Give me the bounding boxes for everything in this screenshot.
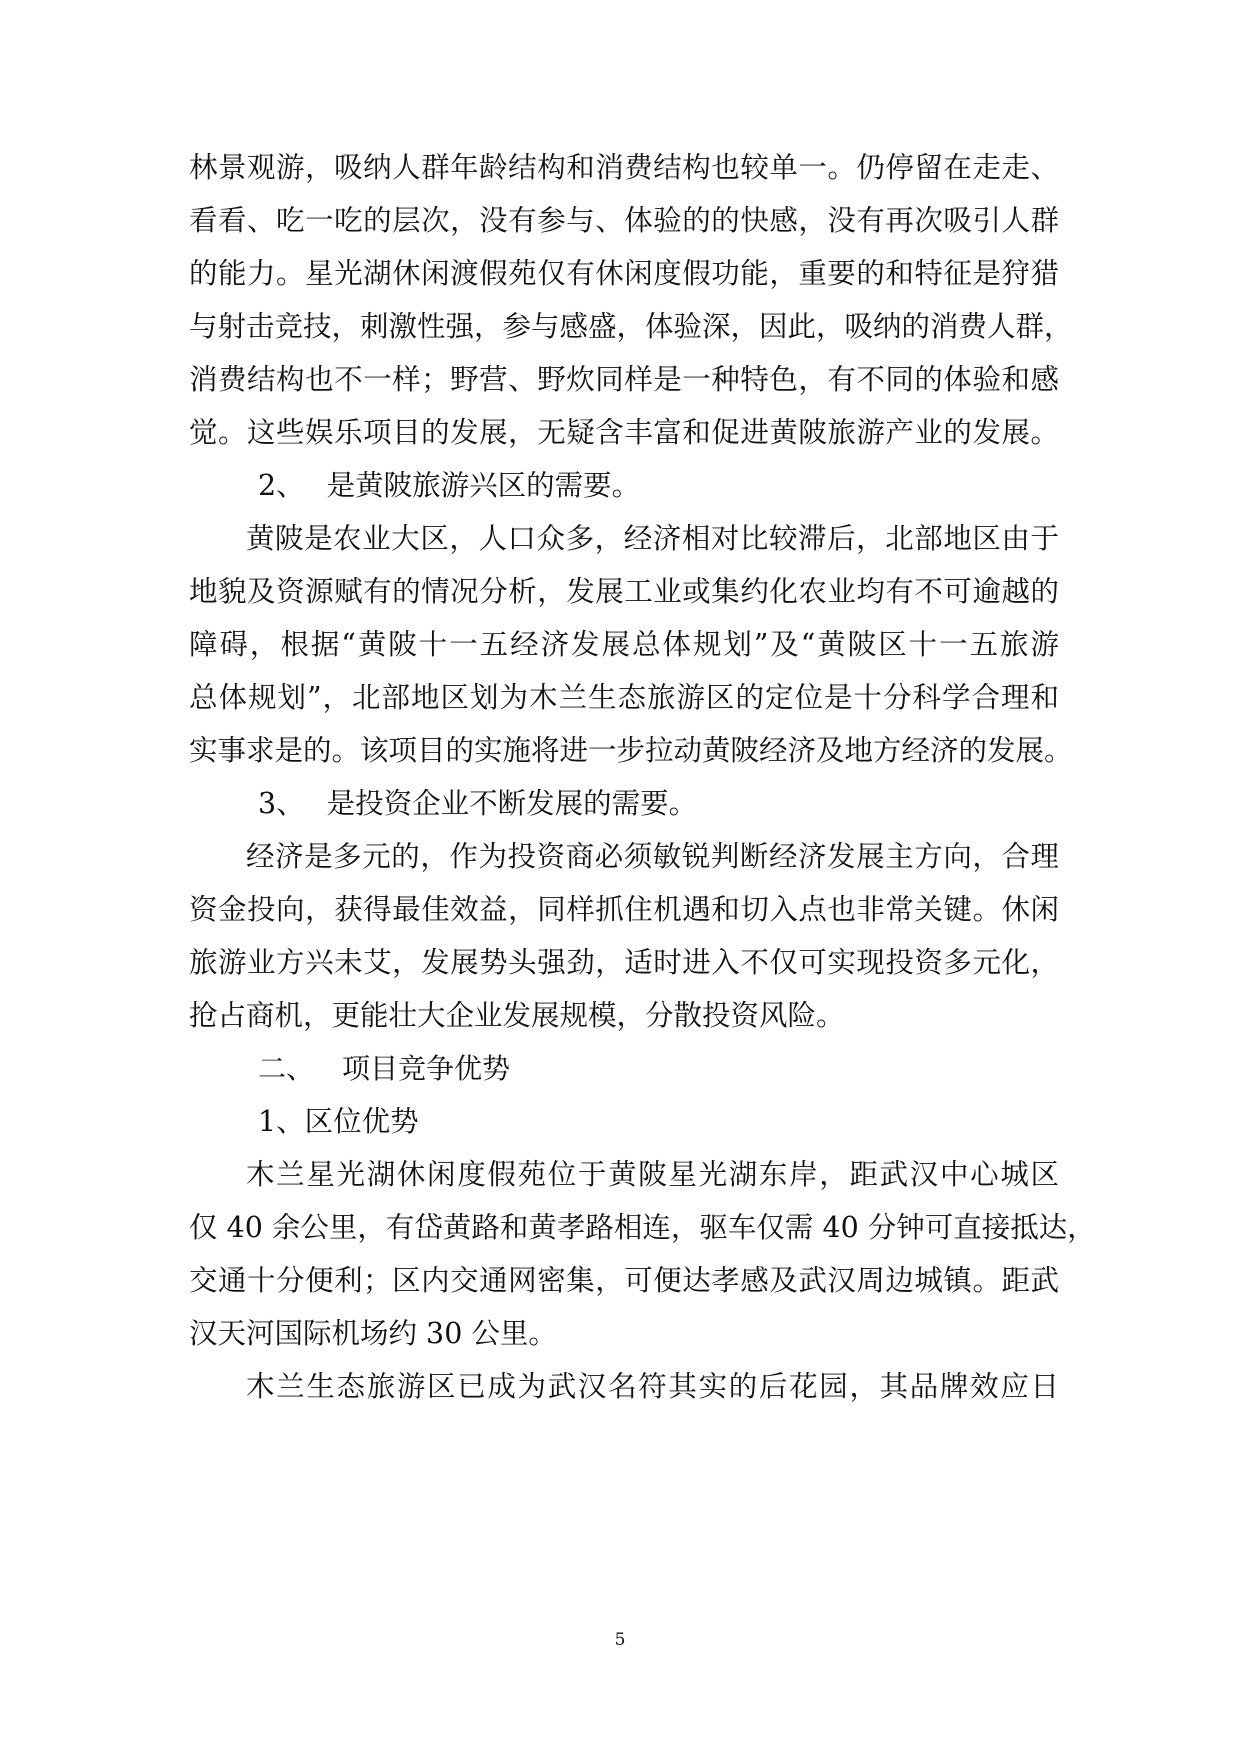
body-line: 的能力。星光湖休闲渡假苑仅有休闲度假功能，重要的和特征是狩猎 xyxy=(189,257,1059,290)
list-item-2 xyxy=(258,466,858,506)
body-line: 觉。这些娱乐项目的发展，无疑含丰富和促进黄陂旅游产业的发展。 xyxy=(189,416,1059,449)
body-line: 经济是多元的，作为投资商必须敏锐判断经济发展主方向，合理 xyxy=(246,840,1059,873)
body-line: 汉天河国际机场约 30 公里。 xyxy=(189,1317,557,1350)
body-line: 资金投向，获得最佳效益，同样抓住机遇和切入点也非常关键。休闲 xyxy=(189,893,1059,926)
body-line: 仅 40 余公里，有岱黄路和黄孝路相连，驱车仅需 40 分钟可直接抵达， xyxy=(189,1211,1096,1244)
body-line: 看看、吃一吃的层次，没有参与、体验的的快感，没有再次吸引人群 xyxy=(189,204,1059,237)
body-line: 黄陂是农业大区，人口众多，经济相对比较滞后，北部地区由于 xyxy=(246,522,1059,555)
body-line: 木兰星光湖休闲度假苑位于黄陂星光湖东岸，距武汉中心城区 xyxy=(246,1158,1059,1191)
body-line: 实事求是的。该项目的实施将进一步拉动黄陂经济及地方经济的发展。 xyxy=(189,734,1073,767)
body-line: 交通十分便利；区内交通网密集，可便达孝感及武汉周边城镇。距武 xyxy=(189,1264,1059,1297)
section-heading-number: 二、 xyxy=(258,1052,315,1085)
list-item-text: 是黄陂旅游兴区的需要。 xyxy=(326,469,641,502)
body-line: 抢占商机，更能壮大企业发展规模，分散投资风险。 xyxy=(189,999,845,1032)
body-line: 地貌及资源赋有的情况分析，发展工业或集约化农业均有不可逾越的 xyxy=(189,575,1059,608)
page-number: 5 xyxy=(614,1630,626,1650)
body-line: 木兰生态旅游区已成为武汉名符其实的后花园，其品牌效应日 xyxy=(246,1370,1059,1403)
list-item-text: 是投资企业不断发展的需要。 xyxy=(326,787,698,820)
body-line: 林景观游，吸纳人群年龄结构和消费结构也较单一。仍停留在走走、 xyxy=(189,151,1059,184)
body-line: 障碍，根据“黄陂十一五经济发展总体规划”及“黄陂区十一五旅游 xyxy=(189,628,1059,661)
sub-heading: 1、区位优势 xyxy=(258,1105,419,1138)
list-item-number: 3、 xyxy=(258,787,305,820)
section-heading-text: 项目竞争优势 xyxy=(342,1052,511,1085)
section-heading xyxy=(258,1049,858,1089)
list-item-3 xyxy=(258,784,858,824)
body-line: 旅游业方兴未艾，发展势头强劲，适时进入不仅可实现投资多元化， xyxy=(189,946,1059,979)
list-item-number: 2、 xyxy=(258,469,305,502)
body-line: 总体规划”，北部地区划为木兰生态旅游区的定位是十分科学合理和 xyxy=(189,681,1059,714)
body-line: 消费结构也不一样；野营、野炊同样是一种特色，有不同的体验和感 xyxy=(189,363,1059,396)
body-line: 与射击竞技，刺激性强，参与感盛，体验深，因此，吸纳的消费人群， xyxy=(189,310,1073,343)
